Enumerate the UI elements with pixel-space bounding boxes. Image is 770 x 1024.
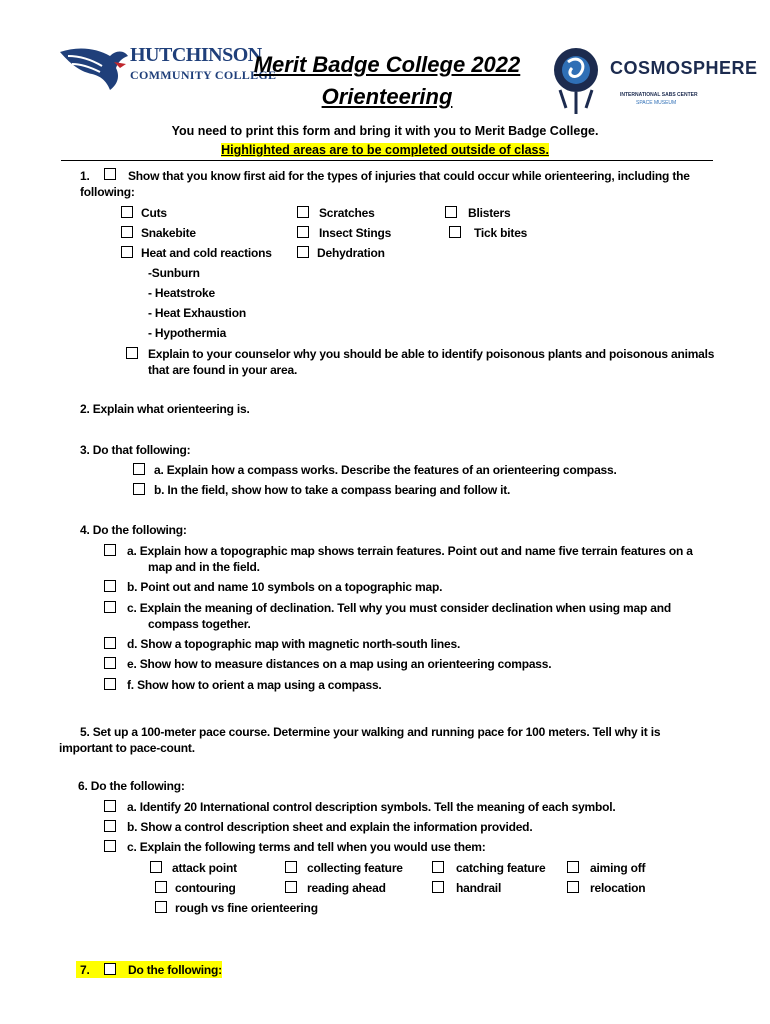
relocation-label: relocation [590,881,646,895]
req4b-checkbox[interactable] [104,580,116,592]
attack-point-checkbox[interactable] [150,861,162,873]
req3a-text: a. Explain how a compass works. Describe the features of an orienteering compass. [154,463,617,477]
reading-ahead-checkbox[interactable] [285,881,297,893]
cosmosphere-logo [552,44,758,122]
req6a-text: a. Identify 20 International control description symbols. Tell the meaning of each symbol. [127,800,616,814]
rough-fine-label: rough vs fine orienteering [175,901,318,915]
cosmosphere-sub2: SPACE MUSEUM [636,100,677,106]
blisters-checkbox[interactable] [445,206,457,218]
req3a-checkbox[interactable] [133,463,145,475]
req4a-text: a. Explain how a topographic map shows terrain features. Point out and name five terrain features on a [127,544,693,558]
req6-text: 6. Do the following: [78,779,185,793]
cosmosphere-orb-icon [552,44,612,122]
req4a-text-cont: map and in the field. [148,560,260,574]
logo-name: HUTCHINSON [130,44,262,66]
req4c-text-cont: compass together. [148,617,251,631]
cosmosphere-sub: INTERNATIONAL SABS CENTER [620,92,698,98]
scratches-checkbox[interactable] [297,206,309,218]
req4d-text: d. Show a topographic map with magnetic north-south lines. [127,637,461,651]
heatstroke-label: - Heatstroke [148,286,215,300]
req4-text: 4. Do the following: [80,523,187,537]
req7-text: Do the following: [128,963,222,977]
req4c-checkbox[interactable] [104,601,116,613]
req1-text: Show that you know first aid for the types of injuries that could occur while orienteering, including the [128,169,690,183]
catching-feature-checkbox[interactable] [432,861,444,873]
highlight-notice-row [0,143,770,157]
cuts-label: Cuts [141,206,167,220]
dehydration-label: Dehydration [317,246,385,260]
req1-checkbox[interactable] [104,168,116,180]
heat-cold-label: Heat and cold reactions [141,246,272,260]
req6b-text: b. Show a control description sheet and explain the information provided. [127,820,533,834]
hypothermia-label: - Hypothermia [148,326,227,340]
req4a-checkbox[interactable] [104,544,116,556]
blisters-label: Blisters [468,206,511,220]
page-subtitle: Orienteering [321,84,453,109]
req6c-checkbox[interactable] [104,840,116,852]
insect-stings-checkbox[interactable] [297,226,309,238]
poisonous-text-cont: that are found in your area. [148,363,298,377]
aiming-off-label: aiming off [590,861,646,875]
req6b-checkbox[interactable] [104,820,116,832]
collecting-feature-label: collecting feature [307,861,403,875]
tick-bites-label: Tick bites [474,226,528,240]
header-divider [61,160,713,161]
req4f-checkbox[interactable] [104,678,116,690]
req6a-checkbox[interactable] [104,800,116,812]
snakebite-label: Snakebite [141,226,196,240]
req4d-checkbox[interactable] [104,637,116,649]
contouring-label: contouring [175,881,236,895]
insect-stings-label: Insect Stings [319,226,392,240]
hutchinson-logo [58,42,277,98]
req3-text: 3. Do that following: [80,443,191,457]
contouring-checkbox[interactable] [155,881,167,893]
req4f-text: f. Show how to orient a map using a compass. [127,678,382,692]
poisonous-checkbox[interactable] [126,347,138,359]
req7-checkbox[interactable] [104,963,116,975]
highlight-notice: Highlighted areas are to be completed outside of class. [221,143,549,157]
sunburn-label: -Sunburn [148,266,200,280]
logo-subname: COMMUNITY COLLEGE [130,68,277,82]
reading-ahead-label: reading ahead [307,881,386,895]
dehydration-checkbox[interactable] [297,246,309,258]
poisonous-text: Explain to your counselor why you should be able to identify poisonous plants and poisonous animals [148,347,715,361]
heat-exhaustion-label: - Heat Exhaustion [148,306,246,320]
req6c-text: c. Explain the following terms and tell when you would use them: [127,840,486,854]
req4e-checkbox[interactable] [104,657,116,669]
req3b-checkbox[interactable] [133,483,145,495]
req5-text-cont: important to pace-count. [59,741,195,755]
scratches-label: Scratches [319,206,375,220]
catching-feature-label: catching feature [456,861,546,875]
req2-text: 2. Explain what orienteering is. [80,402,250,416]
rough-fine-checkbox[interactable] [155,901,167,913]
heat-cold-checkbox[interactable] [121,246,133,258]
print-notice: You need to print this form and bring it with you to Merit Badge College. [171,124,599,138]
collecting-feature-checkbox[interactable] [285,861,297,873]
cosmosphere-name: COSMOSPHERE [610,58,758,78]
req1-number: 1. [80,169,90,183]
req3b-text: b. In the field, show how to take a compass bearing and follow it. [154,483,511,497]
aiming-off-checkbox[interactable] [567,861,579,873]
handrail-label: handrail [456,881,502,895]
snakebite-checkbox[interactable] [121,226,133,238]
relocation-checkbox[interactable] [567,881,579,893]
req4b-text: b. Point out and name 10 symbols on a topographic map. [127,580,443,594]
req5-text: 5. Set up a 100-meter pace course. Determine your walking and running pace for 100 meters. Tell why it is [80,725,661,739]
cuts-checkbox[interactable] [121,206,133,218]
page-title: Merit Badge College 2022 [253,52,521,77]
req1-text-cont: following: [80,185,135,199]
req4e-text: e. Show how to measure distances on a map using an orienteering compass. [127,657,552,671]
attack-point-label: attack point [172,861,237,875]
req4c-text: c. Explain the meaning of declination. Tell why you must consider declination when using map and [127,601,671,615]
req7-number: 7. [80,963,90,977]
handrail-checkbox[interactable] [432,881,444,893]
tick-bites-checkbox[interactable] [449,226,461,238]
